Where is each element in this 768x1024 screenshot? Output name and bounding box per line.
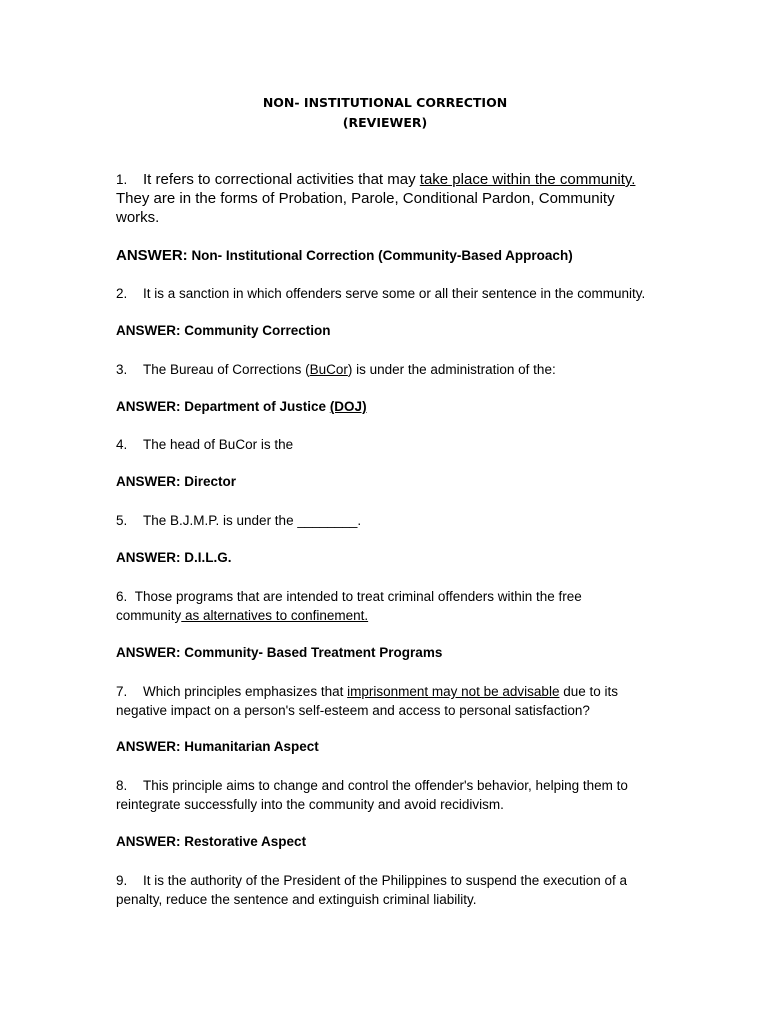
question-text: The B.J.M.P. is under the ________. (143, 513, 362, 528)
document-subtitle: (REVIEWER) (342, 115, 428, 130)
question-4 (116, 435, 661, 454)
question-text-underlined: as alternatives to confinement. (181, 608, 369, 623)
answer-2 (116, 323, 331, 338)
question-number: 9. (116, 873, 128, 888)
question-number: 7. (116, 684, 128, 699)
document-title: NON- INSTITUTIONAL CORRECTION (262, 95, 508, 110)
answer-text: Director (184, 474, 237, 489)
answer-label: ANSWER: (116, 474, 181, 489)
question-9 (116, 871, 646, 909)
answer-text: Non- Institutional Correction (Community-Based Approach) (191, 248, 573, 263)
question-text: It refers to correctional activities that may (143, 171, 420, 188)
question-text: The head of BuCor is the (143, 437, 294, 452)
answer-4 (116, 474, 236, 489)
question-number: 1. (116, 172, 128, 187)
question-2 (116, 284, 676, 303)
question-text: Those programs that are intended to treat criminal offenders within the free community (116, 589, 582, 623)
answer-1 (116, 247, 573, 264)
question-text-underlined: BuCor (309, 362, 348, 377)
question-number: 4. (116, 437, 128, 452)
question-text: ) is under the administration of the: (347, 362, 556, 377)
question-1 (116, 170, 661, 227)
question-5 (116, 511, 661, 530)
answer-3 (116, 399, 367, 414)
answer-text: Restorative Aspect (184, 834, 307, 849)
question-number: 6. (116, 589, 128, 604)
question-text-underlined: take place within the community. (419, 171, 636, 188)
answer-label: ANSWER: (116, 550, 181, 565)
question-text: They are in the forms of Probation, Parole, Conditional Pardon, Community works. (116, 190, 615, 226)
answer-text: Department of Justice (184, 399, 330, 414)
answer-text: D.I.L.G. (184, 550, 232, 565)
answer-text: Community Correction (184, 323, 331, 338)
question-text: It is a sanction in which offenders serve some or all their sentence in the community. (143, 286, 646, 301)
question-7 (116, 682, 636, 720)
question-text: It is the authority of the President of the Philippines to suspend the execution of a penalty, reduce the sentence and extinguish criminal liability. (116, 873, 628, 907)
answer-label: ANSWER: (116, 739, 181, 754)
question-number: 5. (116, 513, 128, 528)
answer-text-underlined: (DOJ) (329, 399, 367, 414)
question-number: 8. (116, 778, 128, 793)
answer-label: ANSWER: (116, 645, 181, 660)
answer-5 (116, 550, 232, 565)
question-3 (116, 360, 661, 379)
answer-7 (116, 739, 319, 754)
answer-label: ANSWER: (116, 323, 181, 338)
question-6 (116, 587, 596, 625)
question-text: This principle aims to change and control the offender's behavior, helping them to reintegrate successfully into the community and avoid recidivism. (116, 778, 628, 812)
question-number: 3. (116, 362, 128, 377)
question-number: 2. (116, 286, 128, 301)
answer-label: ANSWER: (116, 247, 188, 264)
answer-label: ANSWER: (116, 399, 181, 414)
question-8 (116, 776, 646, 814)
question-text: due to its negative impact on a person's self-esteem and access to personal satisfaction? (116, 684, 618, 718)
answer-label: ANSWER: (116, 834, 181, 849)
question-text: Which principles emphasizes that (143, 684, 348, 699)
answer-8 (116, 834, 306, 849)
answer-6 (116, 645, 442, 660)
question-text: The Bureau of Corrections ( (143, 362, 310, 377)
answer-text: Humanitarian Aspect (184, 739, 319, 754)
question-text-underlined: imprisonment may not be advisable (347, 684, 560, 699)
answer-text: Community- Based Treatment Programs (184, 645, 443, 660)
